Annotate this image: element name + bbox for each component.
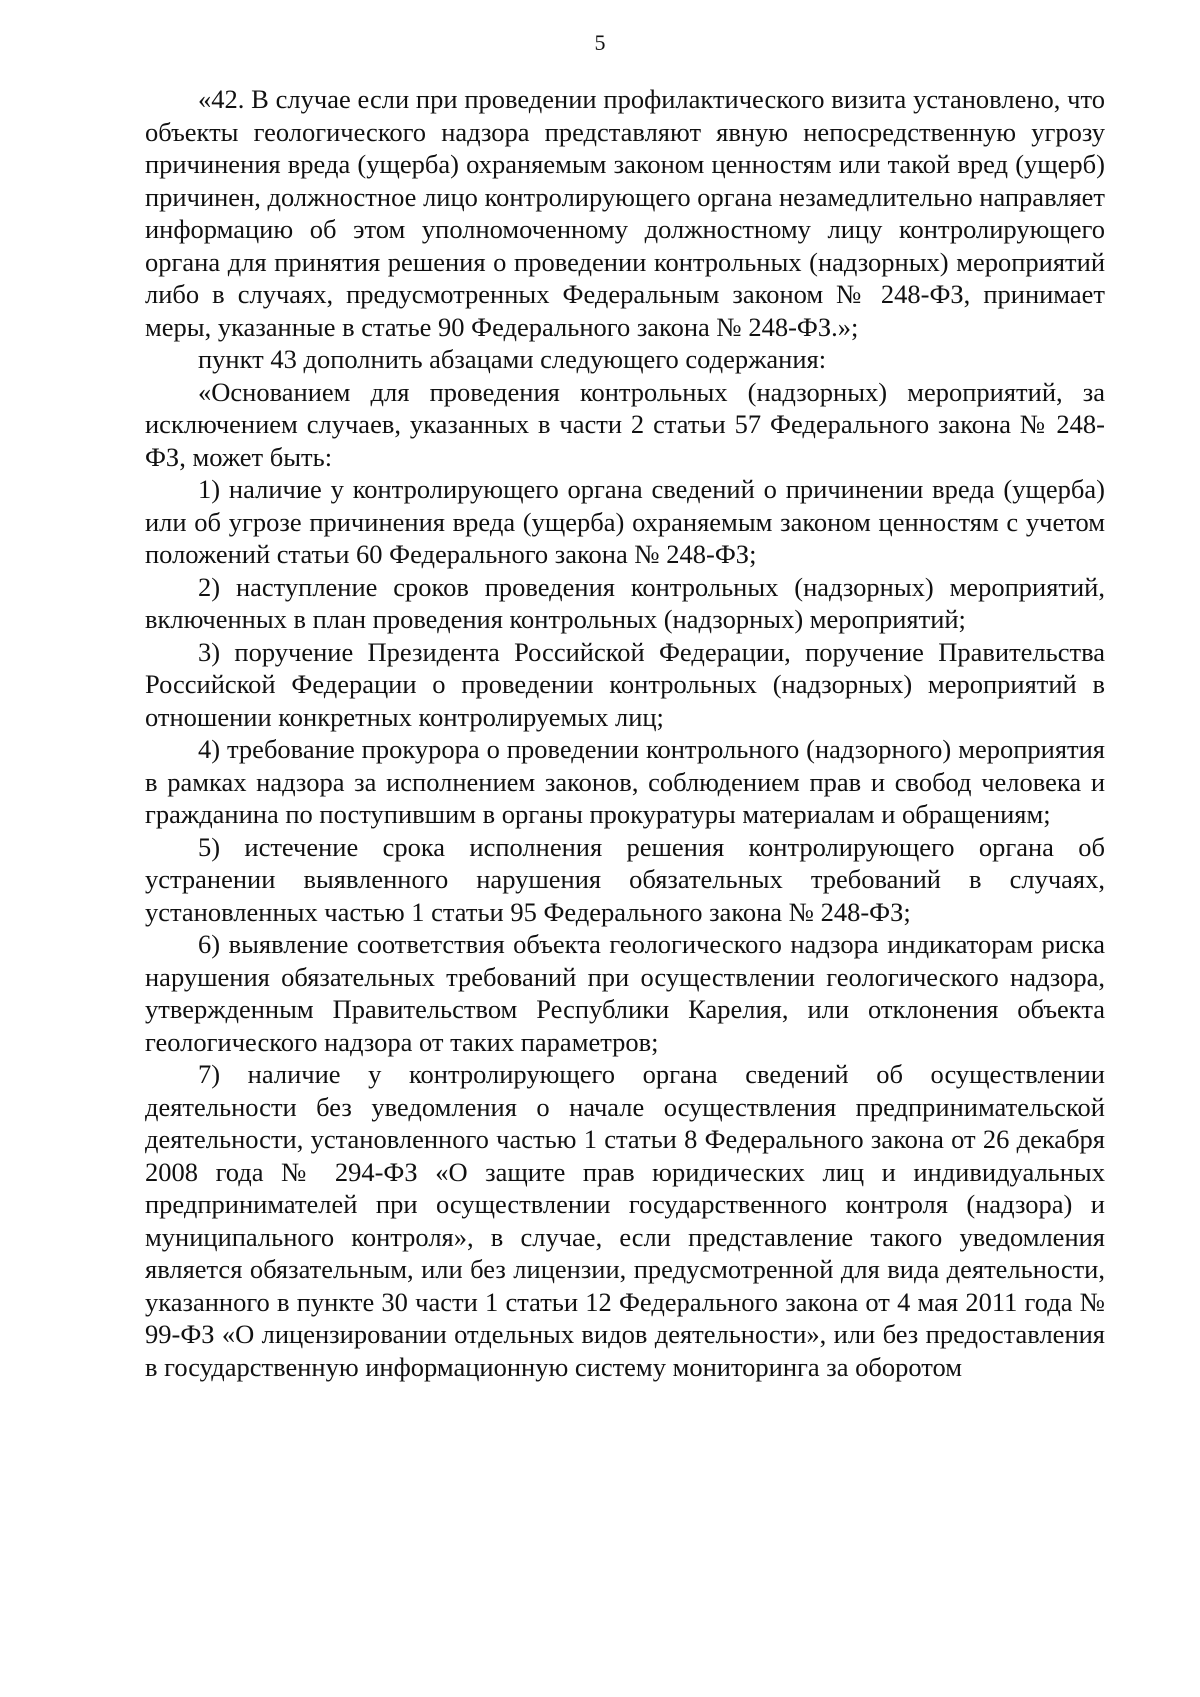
document-body [145, 83, 1105, 1383]
paragraph-item-43-intro: пункт 43 дополнить абзацами следующего содержания: [198, 344, 827, 374]
page-number: 5 [594, 30, 606, 55]
list-item-3: 3) поручение Президента Российской Федерации, поручение Правительства Российской Федерации о проведении контрольных (надзорных) мероприятий в отношении конкретных контролируемых лиц; [145, 636, 1105, 732]
list-item-4: 4) требование прокурора о проведении контрольного (надзорного) мероприятия в рамках надзора за исполнением законов, соблюдением прав и свобод человека и гражданина по поступившим в органы прокуратуры материалам и обращениям; [145, 734, 1105, 829]
list-item-6: 6) выявление соответствия объекта геологического надзора индикаторам риска нарушения обязательных требований при осуществлении геологического надзора, утвержденным Правительством Республики Карелия, или отклонения объекта геологического надзора от таких параметров; [145, 929, 1105, 1057]
list-item-5: 5) истечение срока исполнения решения контролирующего органа об устранении выявленного нарушения обязательных требований в случаях, установленных частью 1 статьи 95 Федерального закона № 248-ФЗ; [145, 831, 1105, 927]
paragraph-grounds-intro: «Основанием для проведения контрольных (надзорных) мероприятий, за исключением случаев, указанных в части 2 статьи 57 Федерального закона № 248-ФЗ, может быть: [145, 376, 1105, 472]
list-item-1: 1) наличие у контролирующего органа сведений о причинении вреда (ущерба) или об угрозе причинения вреда (ущерба) охраняемым законом ценностям с учетом положений статьи 60 Федерального закона № 248-ФЗ; [145, 474, 1105, 569]
list-item-2: 2) наступление сроков проведения контрольных (надзорных) мероприятий, включенных в план проведения контрольных (надзорных) мероприятий; [145, 571, 1105, 634]
list-item-7: 7) наличие у контролирующего органа сведений об осуществлении деятельности без уведомления о начале осуществления предпринимательской деятельности, установленного частью 1 статьи 8 Федерального закона от 26 декабря 2008 года № 294-ФЗ «О защите прав юридических лиц и индивидуальных предпринимателей при осуществлении государственного контроля (надзора) и муниципального контроля», в случае, если представление такого уведомления является обязательным, или без лицензии, предусмотренной для вида деятельности, указанного в пункте 30 части 1 статьи 12 Федерального закона от 4 мая 2011 года № 99-ФЗ «О лицензировании отдельных видов деятельности», или без предоставления в государственную информационную систему мониторинга за оборотом [145, 1059, 1105, 1382]
paragraph-item-42: «42. В случае если при проведении профилактического визита установлено, что объекты геологического надзора представляют явную непосредственную угрозу причинения вреда (ущерба) охраняемым законом ценностям или такой вред (ущерб) причинен, должностное лицо контролирующего органа незамедлительно направляет информацию об этом уполномоченному должностному лицу контролирующего органа для принятия решения о проведении контрольных (надзорных) мероприятий либо в случаях, предусмотренных Федеральным законом № 248-ФЗ, принимает меры, указанные в статье 90 Федерального закона № 248-ФЗ.»; [145, 84, 1105, 342]
